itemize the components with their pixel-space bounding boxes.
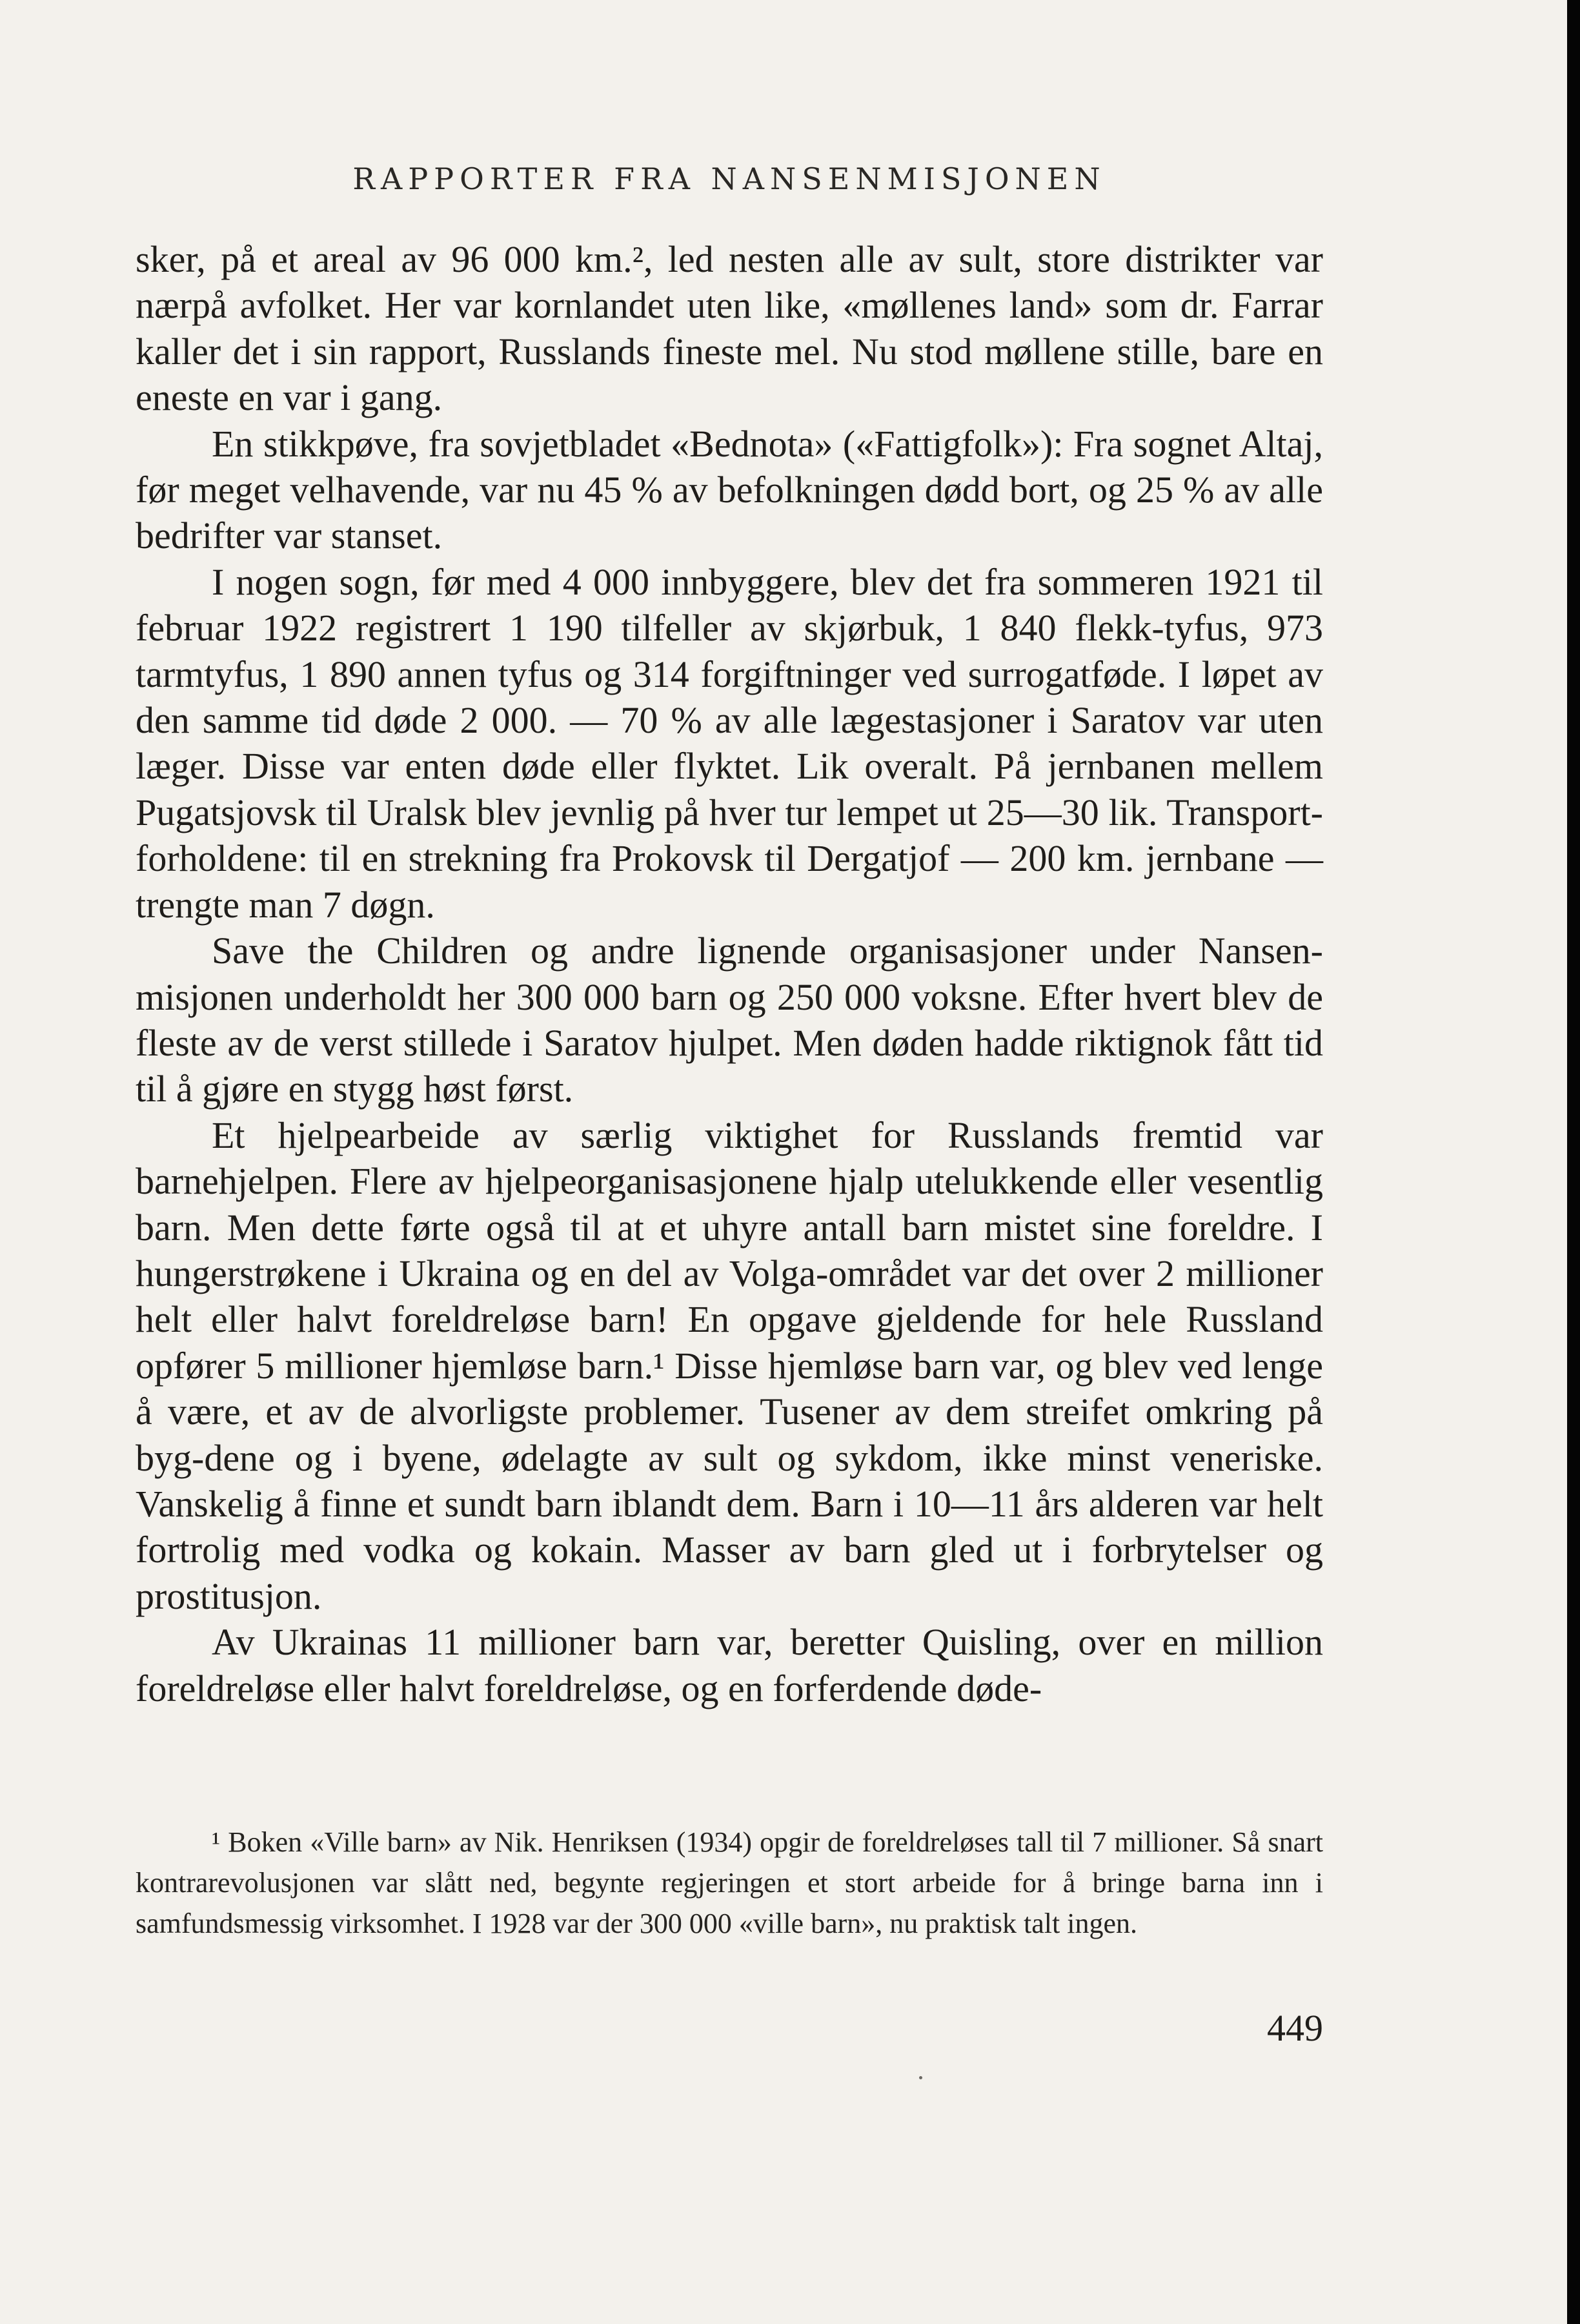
main-text	[136, 236, 1323, 1711]
paragraph-disease-statistics: I nogen sogn, før med 4 000 innbyggere, blev det fra sommeren 1921 til februar 1922 registrert 1 190 tilfeller av skjørbuk, 1 840 flekk-tyfus, 973 tarmtyfus, 1 890 annen tyfus og 314 forgiftninger ved surrogatføde. I løpet av den samme tid døde 2 000. — 70 % av alle lægestasjoner i Saratov var uten læger. Disse var enten døde eller flyktet. Lik overalt. På jernbanen mellem Pugatsjovsk til Uralsk blev jevnlig på hver tur lempet ut 25—30 lik. Transport-forholdene: til en strekning fra Prokovsk til Dergatjof — 200 km. jernbane — trengte man 7 døgn.	[136, 560, 1323, 926]
footnote: ¹ Boken «Ville barn» av Nik. Henriksen (1934) opgir de foreldreløses tall til 7 millioner. Så snart kontrarevolusjonen var slått ned, begynte regjeringen et stort arbeide for å bringe barna inn i samfundsmessig virksomhet. I 1928 var der 300 000 «ville barn», nu praktisk talt ingen.	[136, 1826, 1323, 1939]
paragraph-continuation: sker, på et areal av 96 000 km.², led nesten alle av sult, store distrikter var nærpå avfolket. Her var kornlandet uten like, «møllenes land» som dr. Farrar kaller det i sin rapport, Russlands fineste mel. Nu stod møllene stille, bare en eneste en var i gang.	[136, 238, 1323, 419]
paragraph-bednota: En stikkpøve, fra sovjetbladet «Bednota» («Fattigfolk»): Fra sognet Altaj, før meget velhavende, var nu 45 % av befolkningen dødd bort, og 25 % av alle bedrifter var stanset.	[136, 422, 1323, 557]
paper-speck	[919, 2076, 922, 2079]
paragraph-child-relief: Et hjelpearbeide av særlig viktighet for Russlands fremtid var barnehjelpen. Flere av hjelpeorganisasjonene hjalp utelukkende eller vesentlig barn. Men dette førte også til at et uhyre antall barn mistet sine foreldre. I hungerstrøkene i Ukraina og en del av Volga-området var det over 2 millioner helt eller halvt foreldreløse barn! En opgave gjeldende for hele Russland opfører 5 millioner hjemløse barn.¹ Disse hjemløse barn var, og blev ved lenge å være, et av de alvorligste problemer. Tusener av dem streifet omkring på byg-dene og i byene, ødelagte av sult og sykdom, ikke minst veneriske. Vanskelig å finne et sundt barn iblandt dem. Barn i 10—11 års alderen var helt fortrolig med vodka og kokain. Masser av barn gled ut i forbrytelser og prostitusjon.	[136, 1114, 1323, 1617]
page-number: 449	[1267, 2007, 1323, 2049]
running-header: RAPPORTER FRA NANSENMISJONEN	[352, 161, 1106, 196]
footnote-block	[136, 1822, 1323, 1944]
scan-edge-border	[1567, 0, 1580, 2324]
paragraph-save-the-children: Save the Children og andre lignende organisasjoner under Nansen-misjonen underholdt her 300 000 barn og 250 000 voksne. Efter hvert blev de fleste av de verst stillede i Saratov hjulpet. Men døden hadde riktignok fått tid til å gjøre en stygg høst først.	[136, 930, 1323, 1110]
paragraph-ukraine-children: Av Ukrainas 11 millioner barn var, beretter Quisling, over en million foreldreløse eller halvt foreldreløse, og en forferdende døde-	[136, 1621, 1323, 1709]
